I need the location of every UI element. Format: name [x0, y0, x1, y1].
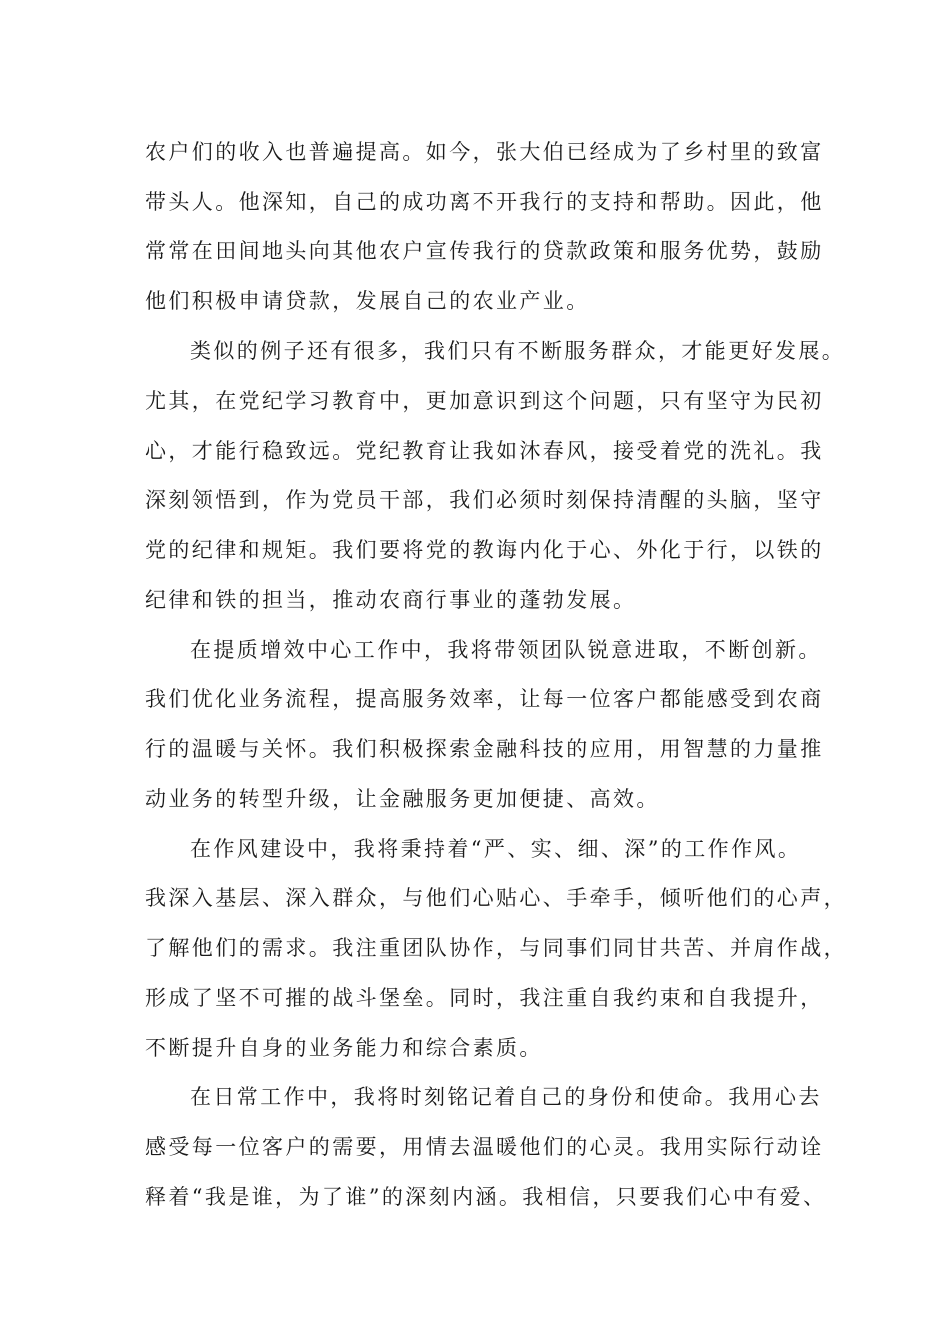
text-line: 深刻领悟到，作为党员干部，我们必须时刻保持清醒的头脑，坚守 — [145, 488, 824, 512]
text-line: 动业务的转型升级，让金融服务更加便捷、高效。 — [145, 787, 660, 811]
text-line: 感受每一位客户的需要，用情去温暖他们的心灵。我用实际行动诠 — [145, 1135, 824, 1159]
text-line: 了解他们的需求。我注重团队协作，与同事们同甘共苦、并肩作战， — [145, 936, 847, 960]
text-line: 不断提升自身的业务能力和综合素质。 — [145, 1036, 543, 1060]
text-line: 行的温暖与关怀。我们积极探索金融科技的应用，用智慧的力量推 — [145, 737, 824, 761]
text-line: 他们积极申请贷款，发展自己的农业产业。 — [145, 289, 590, 313]
text-line: 心，才能行稳致远。党纪教育让我如沐春风，接受着党的洗礼。我 — [145, 439, 824, 463]
text-line: 农户们的收入也普遍提高。如今，张大伯已经成为了乡村里的致富 — [145, 140, 824, 164]
text-line: 释着“我是谁，为了谁”的深刻内涵。我相信，只要我们心中有爱、 — [145, 1185, 827, 1209]
text-line: 党的纪律和规矩。我们要将党的教诲内化于心、外化于行，以铁的 — [145, 538, 824, 562]
text-line: 我们优化业务流程，提高服务效率，让每一位客户都能感受到农商 — [145, 687, 824, 711]
text-line: 常常在田间地头向其他农户宣传我行的贷款政策和服务优势，鼓励 — [145, 239, 824, 263]
paragraph-first-line: 类似的例子还有很多，我们只有不断服务群众，才能更好发展。 — [190, 339, 846, 363]
text-line: 带头人。他深知，自己的成功离不开我行的支持和帮助。因此，他 — [145, 190, 824, 214]
paragraph-first-line: 在提质增效中心工作中，我将带领团队锐意进取，不断创新。 — [190, 638, 822, 662]
text-line: 形成了坚不可摧的战斗堡垒。同时，我注重自我约束和自我提升， — [145, 986, 824, 1010]
text-line: 尤其，在党纪学习教育中，更加意识到这个问题，只有坚守为民初 — [145, 389, 824, 413]
text-line: 纪律和铁的担当，推动农商行事业的蓬勃发展。 — [145, 588, 637, 612]
paragraph-first-line: 在日常工作中，我将时刻铭记着自己的身份和使命。我用心去 — [190, 1085, 822, 1109]
text-line: 我深入基层、深入群众，与他们心贴心、手牵手，倾听他们的心声， — [145, 886, 847, 910]
paragraph-first-line: 在作风建设中，我将秉持着“严、实、细、深”的工作作风。 — [190, 837, 802, 861]
